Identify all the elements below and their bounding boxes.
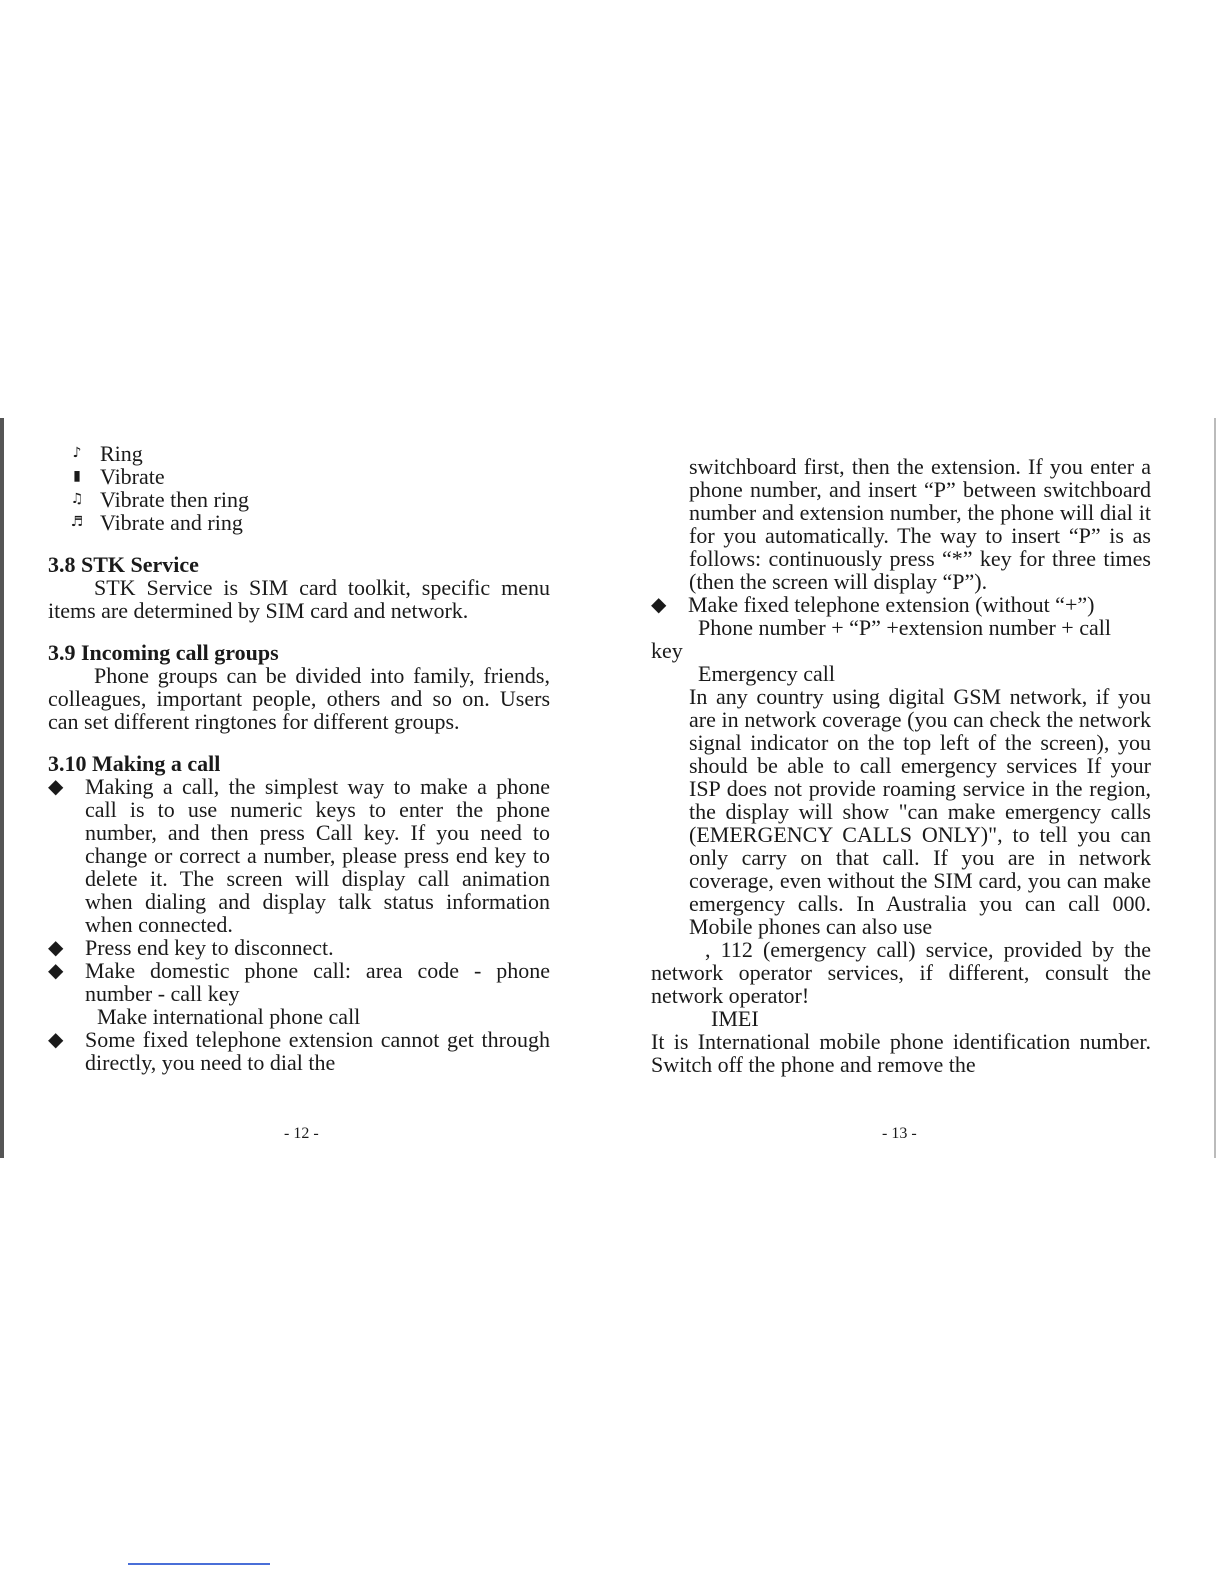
section-body: STK Service is SIM card toolkit, specific menu items are determined by SIM card and network.	[48, 575, 550, 623]
bullet-text: Make fixed telephone extension (without “+”)	[688, 592, 1095, 617]
page-edge-left	[0, 418, 4, 1158]
incoming-call-groups-section	[48, 641, 550, 733]
bullet-item	[48, 775, 550, 936]
left-page	[48, 442, 550, 1074]
bullet-item	[48, 1028, 550, 1074]
extension-continuation: switchboard first, then the extension. If you enter a phone number, and insert “P” between switchboard number and extension number, the phone will dial it for you automatically. The way to insert “P” is as follows: continuously press “*” key for three times (then the screen will display “P”).	[689, 454, 1151, 594]
bullet-item	[651, 593, 1151, 616]
bullet-item	[48, 959, 550, 1005]
page-number-right: - 13 -	[882, 1125, 917, 1142]
diamond-bullet-icon: ◆	[48, 958, 64, 982]
bullet-text: Press end key to disconnect.	[85, 935, 334, 960]
diamond-bullet-icon: ◆	[651, 592, 667, 616]
vibrate-then-ring-icon: ♫	[70, 491, 84, 507]
section-heading: 3.8 STK Service	[48, 552, 199, 577]
emergency-call-heading: Emergency call	[698, 661, 836, 686]
diamond-bullet-icon: ◆	[48, 774, 64, 798]
emergency-call-body: In any country using digital GSM network, if you are in network coverage (you can check the network signal indicator on the top left of the screen), you should be able to call emergency services If your ISP does not provide roaming service in the region, the display will show "can make emergency calls (EMERGENCY CALLS ONLY)", to tell you can only carry on that call. If you are in network coverage, even without the SIM card, you can make emergency calls. In Australia you can call 000. Mobile phones can also use	[689, 684, 1151, 939]
ring-mode-label: Vibrate	[100, 464, 165, 489]
vibrate-icon: ▮	[73, 468, 81, 484]
right-page	[651, 455, 1151, 1076]
bullet-text: Some fixed telephone extension cannot get through directly, you need to dial the	[85, 1027, 550, 1075]
bullet-item	[48, 936, 550, 959]
diamond-bullet-icon: ◆	[48, 935, 64, 959]
bottom-blue-rule	[128, 1563, 270, 1565]
diamond-bullet-icon: ◆	[48, 1027, 64, 1051]
ring-mode-label: Ring	[100, 441, 143, 466]
page-number-left: - 12 -	[284, 1125, 319, 1142]
stk-service-section	[48, 553, 550, 622]
vibrate-and-ring-icon: ♬	[70, 514, 84, 530]
fixed-extension-format: Phone number + “P” +extension number + call	[698, 615, 1111, 640]
ring-mode-item	[66, 465, 550, 488]
emergency-call-continuation: , 112 (emergency call) service, provided by the network operator services, if different, consult the network operator!	[651, 937, 1151, 1008]
bullet-text: Making a call, the simplest way to make a phone call is to use numeric keys to enter the phone number, and then press Call key. If you need to change or correct a number, please press end key to delete it. The screen will display call animation when dialing and display talk status information when connected.	[85, 774, 550, 937]
bullet-text: Make domestic phone call: area code - phone number - call key	[85, 958, 550, 1006]
section-heading: 3.9 Incoming call groups	[48, 640, 279, 665]
international-call-line: Make international phone call	[97, 1004, 361, 1029]
ring-mode-item	[66, 511, 550, 534]
imei-heading: IMEI	[711, 1006, 759, 1031]
ring-mode-item	[66, 488, 550, 511]
ring-mode-list	[66, 442, 550, 534]
making-a-call-section	[48, 752, 550, 1074]
section-heading: 3.10 Making a call	[48, 751, 221, 776]
ring-mode-item	[66, 442, 550, 465]
ring-icon: ♪	[72, 445, 82, 461]
imei-body: It is International mobile phone identification number. Switch off the phone and remove the	[651, 1029, 1151, 1077]
page-edge-right	[1214, 418, 1216, 1158]
section-body: Phone groups can be divided into family, friends, colleagues, important people, others and so on. Users can set different ringtones for different groups.	[48, 663, 550, 734]
fixed-extension-format-cont: key	[651, 638, 683, 663]
ring-mode-label: Vibrate and ring	[100, 510, 243, 535]
ring-mode-label: Vibrate then ring	[100, 487, 249, 512]
